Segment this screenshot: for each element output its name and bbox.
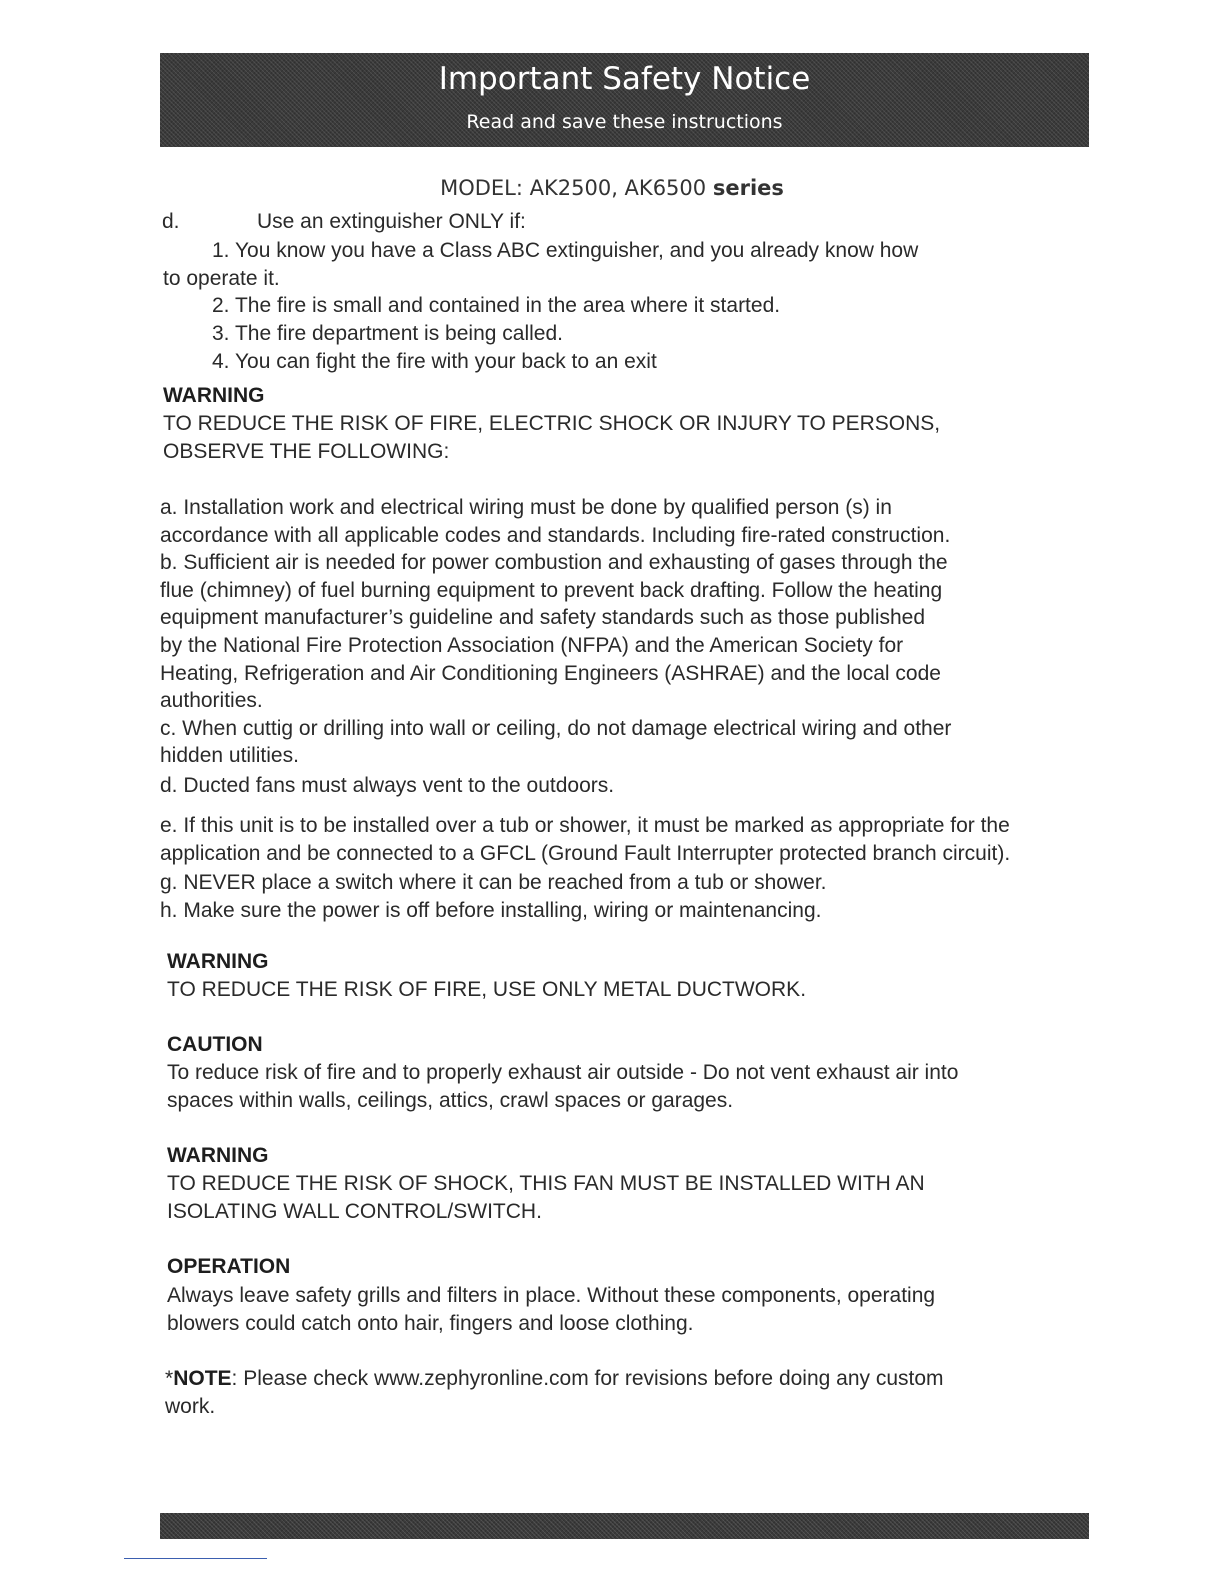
list-item: 3. The fire department is being called. [212,322,563,345]
list-item: 4. You can fight the fire with your back to an exit [212,350,657,373]
warning-heading: WARNING [163,384,265,407]
warning-text: ISOLATING WALL CONTROL/SWITCH. [167,1200,542,1223]
warning-heading: WARNING [167,950,269,973]
operation-text: blowers could catch onto hair, fingers and loose clothing. [167,1312,694,1335]
model-line [0,176,1224,200]
warning-text: TO REDUCE THE RISK OF FIRE, USE ONLY METAL DUCTWORK. [167,978,807,1001]
caution-text: spaces within walls, ceilings, attics, crawl spaces or garages. [167,1089,734,1112]
instruction-line: authorities. [160,689,263,712]
warning-text: TO REDUCE THE RISK OF FIRE, ELECTRIC SHOCK OR INJURY TO PERSONS, [163,412,941,435]
instruction-line: equipment manufacturer’s guideline and safety standards such as those published [160,606,926,629]
instruction-line: flue (chimney) of fuel burning equipment to prevent back drafting. Follow the heating [160,579,943,602]
caution-heading: CAUTION [167,1033,263,1056]
warning-heading: WARNING [167,1144,269,1167]
instruction-line: application and be connected to a GFCL (Ground Fault Interrupter protected branch circuit). [160,842,1011,865]
model-series: series [712,176,784,200]
note-label: NOTE [173,1367,232,1390]
instruction-line: b. Sufficient air is needed for power combustion and exhausting of gases through the [160,551,948,574]
warning-text: TO REDUCE THE RISK OF SHOCK, THIS FAN MUST BE INSTALLED WITH AN [167,1172,925,1195]
note-prefix: * [165,1367,174,1390]
instruction-line: a. Installation work and electrical wiring must be done by qualified person (s) in [160,496,892,519]
instruction-line: e. If this unit is to be installed over a tub or shower, it must be marked as appropriate for the [160,814,1010,837]
instruction-line: Heating, Refrigeration and Air Conditioning Engineers (ASHRAE) and the local code [160,662,941,685]
bottom-rule [124,1558,267,1559]
instruction-line: by the National Fire Protection Association (NFPA) and the American Society for [160,634,904,657]
instruction-line: d. Ducted fans must always vent to the outdoors. [160,774,615,797]
note-text: : Please check www.zephyronline.com for revisions before doing any custom [231,1367,944,1390]
instruction-line: accordance with all applicable codes and standards. Including fire-rated construction. [160,524,951,547]
extinguisher-intro: Use an extinguisher ONLY if: [257,210,526,233]
header-banner [160,53,1089,147]
instruction-line: g. NEVER place a switch where it can be reached from a tub or shower. [160,871,827,894]
instruction-line: c. When cuttig or drilling into wall or ceiling, do not damage electrical wiring and other [160,717,952,740]
note-line-2: work. [165,1395,216,1418]
instruction-line: hidden utilities. [160,744,299,767]
model-label: MODEL: AK2500, AK6500 [440,176,707,200]
warning-text: OBSERVE THE FOLLOWING: [163,440,450,463]
operation-text: Always leave safety grills and filters in place. Without these components, operating [167,1284,936,1307]
list-marker: d. [162,210,180,233]
list-item: 2. The fire is small and contained in the area where it started. [212,294,781,317]
instruction-line: h. Make sure the power is off before installing, wiring or maintenancing. [160,899,822,922]
list-item: to operate it. [163,267,280,290]
footer-bar [160,1513,1089,1539]
list-item: 1. You know you have a Class ABC extinguisher, and you already know how [212,239,919,262]
page-subtitle: Read and save these instructions [466,111,783,133]
operation-heading: OPERATION [167,1255,291,1278]
note-line [165,1365,944,1393]
caution-text: To reduce risk of fire and to properly exhaust air outside - Do not vent exhaust air into [167,1061,959,1084]
page-title: Important Safety Notice [438,61,811,97]
